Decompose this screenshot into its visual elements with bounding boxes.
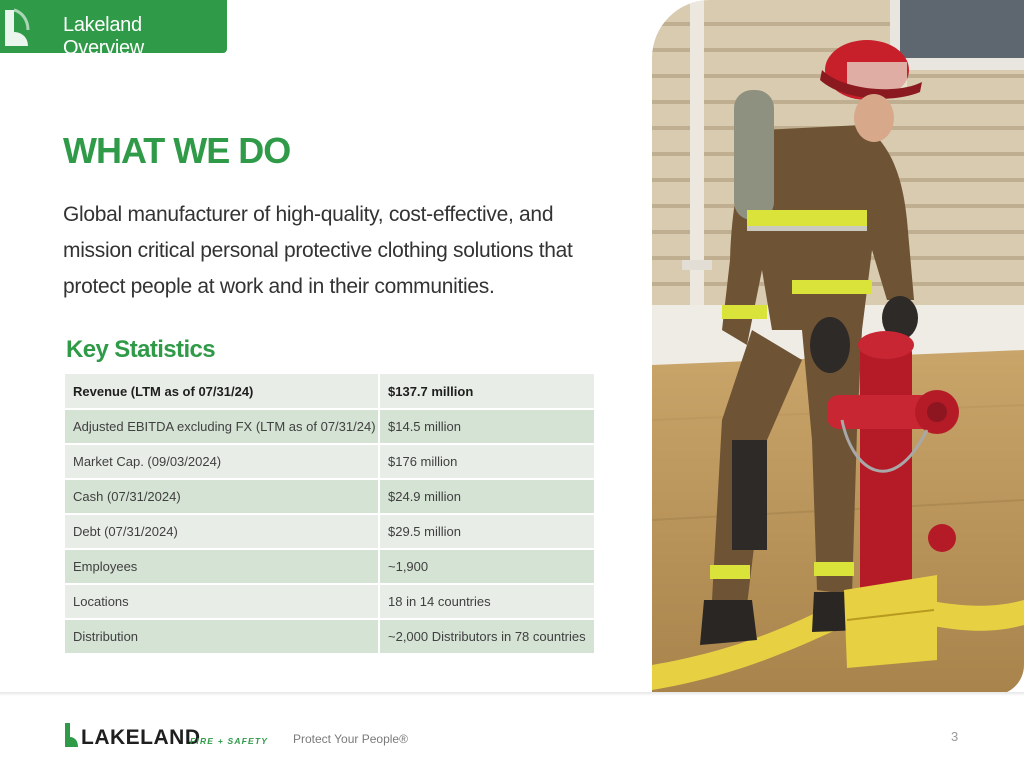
stat-label: Market Cap. (09/03/2024) [65,444,379,479]
table-row [65,374,594,409]
stat-value: $29.5 million [379,514,594,549]
key-statistics-table [65,374,594,655]
table-row [65,584,594,619]
stat-label: Distribution [65,619,379,654]
table-row [65,549,594,584]
firefighter-photo [652,0,1024,695]
lakeland-logo [64,722,274,748]
stat-value: ~1,900 [379,549,594,584]
firefighter-illustration [652,0,1024,695]
stat-value: $176 million [379,444,594,479]
stat-label: Debt (07/31/2024) [65,514,379,549]
key-statistics-heading: Key Statistics [66,336,216,363]
stat-label: Revenue (LTM as of 07/31/24) [65,374,379,409]
footer-tagline: Protect Your People® [293,732,408,746]
page-number: 3 [951,729,959,744]
stat-label: Locations [65,584,379,619]
stat-value: $137.7 million [379,374,594,409]
header-tab [0,0,227,59]
lakeland-leaf-icon [2,6,32,50]
page-title: WHAT WE DO [63,130,291,171]
table-row [65,619,594,654]
table-row [65,514,594,549]
stat-label: Employees [65,549,379,584]
stat-value: $14.5 million [379,409,594,444]
stat-label: Adjusted EBITDA excluding FX (LTM as of 07/31/24) [65,409,379,444]
stat-label: Cash (07/31/2024) [65,479,379,514]
table-row [65,479,594,514]
table-row [65,409,594,444]
stat-value: ~2,000 Distributors in 78 countries [379,619,594,654]
footer-divider [0,692,1024,696]
stat-value: $24.9 million [379,479,594,514]
company-description: Global manufacturer of high-quality, cost-effective, and mission critical personal protective clothing solutions that protect people at work and in their communities. [63,203,573,299]
section-title: Lakeland Overview [63,14,144,59]
stat-value: 18 in 14 countries [379,584,594,619]
table-row [65,444,594,479]
logo-subtext: FIRE + SAFETY [190,736,269,746]
logo-text: LAKELAND [81,726,201,748]
